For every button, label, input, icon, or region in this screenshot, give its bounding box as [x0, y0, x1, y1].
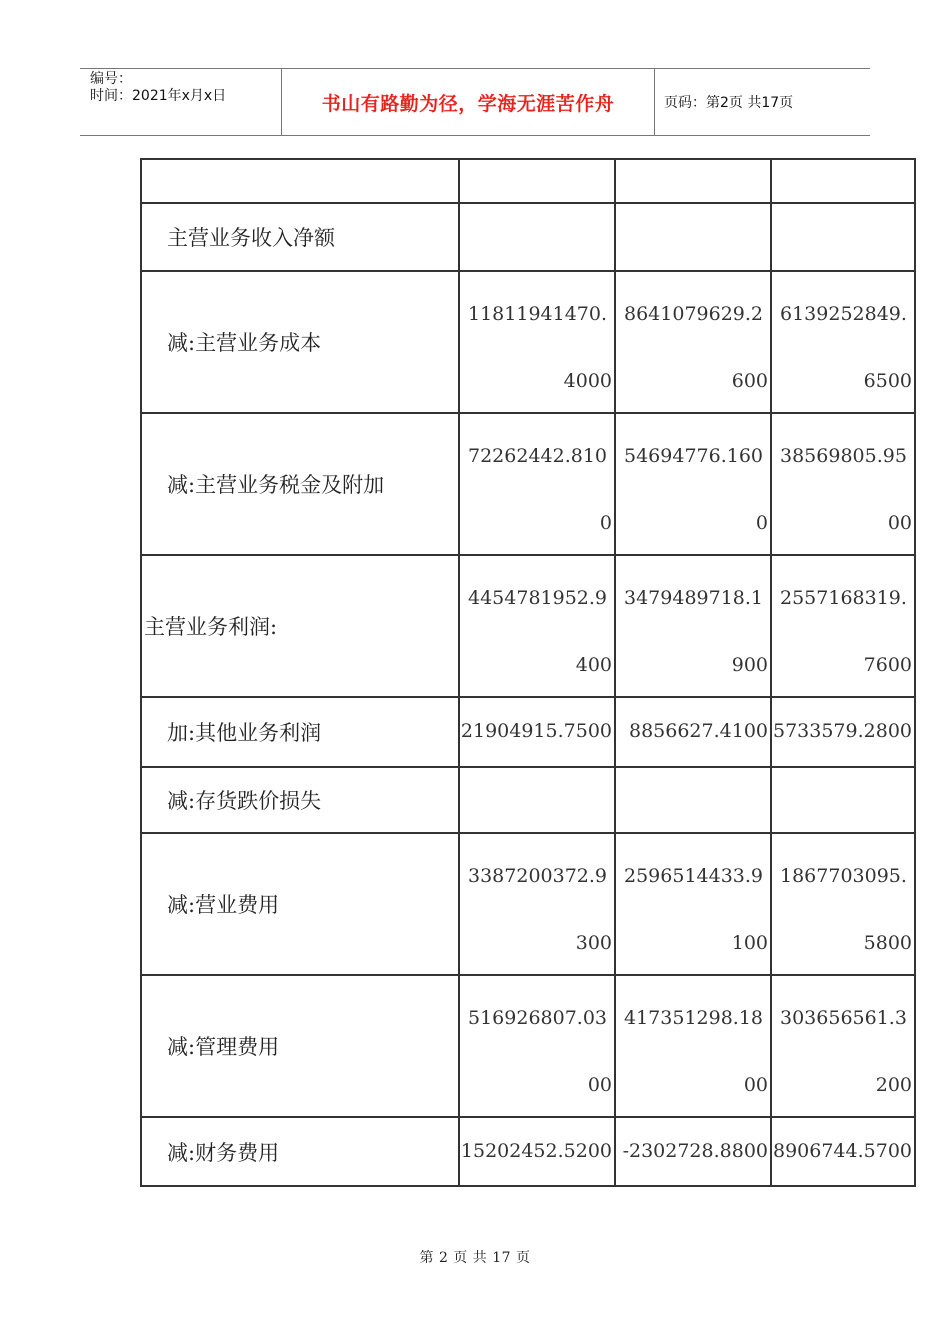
value-text-line1: 516926807.03 — [468, 1006, 608, 1029]
row-label: 减:财务费用 — [167, 1140, 280, 1165]
header-motto: 书山有路勤为径，学海无涯苦作舟 — [321, 92, 615, 115]
value-text: 8906744.5700 — [772, 1139, 912, 1162]
row-label: 加:其他业务利润 — [167, 721, 322, 745]
value-cell — [772, 1118, 914, 1185]
value-cell — [616, 204, 770, 270]
header-divider — [654, 68, 655, 136]
value-cell — [460, 976, 614, 1116]
value-text: -2302728.8800 — [622, 1139, 768, 1162]
doc-date: 时间：2021年x月x日 — [90, 88, 227, 104]
value-text-line1: 6139252849. — [780, 302, 907, 325]
value-text: 8856627.4100 — [628, 720, 768, 742]
header-page-info: 页码：第2页 共17页 — [664, 95, 794, 111]
value-text-line2: 5800 — [863, 932, 912, 954]
value-text-line2: 900 — [731, 654, 768, 676]
value-text-line2: 00 — [587, 1074, 612, 1096]
value-cell — [460, 834, 614, 974]
value-text: 21904915.7500 — [460, 720, 612, 742]
row-label: 减:存货跌价损失 — [167, 789, 322, 813]
value-cell — [772, 204, 914, 270]
value-text: 5733579.2800 — [772, 720, 912, 742]
value-text-line2: 0 — [755, 512, 768, 534]
value-cell — [616, 834, 770, 974]
value-text-line1: 1867703095. — [780, 864, 907, 887]
value-text-line2: 0 — [599, 512, 612, 534]
value-cell — [460, 768, 614, 832]
value-cell — [460, 1118, 614, 1185]
page-footer: 第 2 页 共 17 页 — [419, 1250, 531, 1266]
value-cell — [616, 272, 770, 412]
value-text-line1: 8641079629.2 — [624, 302, 764, 325]
value-cell — [772, 162, 914, 202]
row-label: 减:管理费用 — [167, 1035, 280, 1059]
value-text: 15202452.5200 — [460, 1139, 612, 1162]
header-meta — [90, 71, 226, 105]
row-label: 主营业务收入净额 — [167, 226, 335, 250]
value-cell — [772, 414, 914, 554]
income-statement-table — [140, 158, 916, 1187]
value-text-line2: 6500 — [863, 370, 912, 392]
value-text-line2: 400 — [575, 654, 612, 676]
row-label: 减:营业费用 — [167, 893, 280, 917]
value-text-line1: 417351298.18 — [624, 1006, 764, 1029]
value-text-line1: 2557168319. — [780, 586, 907, 609]
value-cell — [772, 768, 914, 832]
doc-number: 编号： — [90, 71, 132, 87]
row-label: 减:主营业务税金及附加 — [167, 473, 385, 497]
value-text-line1: 54694776.160 — [624, 444, 764, 467]
value-cell — [616, 162, 770, 202]
value-text-line1: 2596514433.9 — [624, 864, 764, 887]
value-text-line1: 38569805.95 — [780, 444, 907, 467]
value-cell — [772, 556, 914, 696]
value-cell — [460, 414, 614, 554]
value-text-line1: 303656561.3 — [780, 1006, 907, 1029]
row-label: 减:主营业务成本 — [167, 331, 322, 355]
value-text-line2: 4000 — [563, 370, 612, 392]
value-text-line2: 00 — [743, 1074, 768, 1096]
value-cell — [772, 976, 914, 1116]
value-text-line2: 600 — [731, 370, 768, 392]
value-cell — [460, 698, 614, 766]
value-text-line1: 3479489718.1 — [624, 586, 764, 609]
value-cell — [772, 272, 914, 412]
value-cell — [772, 834, 914, 974]
value-cell — [616, 768, 770, 832]
value-text-line2: 200 — [875, 1074, 912, 1096]
row-label — [144, 162, 458, 202]
page-header — [80, 68, 870, 136]
value-text-line2: 100 — [731, 932, 768, 954]
value-cell — [616, 414, 770, 554]
value-text-line1: 72262442.810 — [468, 444, 608, 467]
row-label: 主营业务利润: — [144, 615, 278, 639]
value-cell — [460, 162, 614, 202]
value-text-line2: 7600 — [863, 654, 912, 676]
value-cell — [772, 698, 914, 766]
value-cell — [460, 556, 614, 696]
value-cell — [460, 204, 614, 270]
value-cell — [616, 976, 770, 1116]
value-text-line1: 11811941470. — [468, 302, 608, 325]
value-cell — [616, 698, 770, 766]
value-cell — [616, 1118, 770, 1185]
value-cell — [616, 556, 770, 696]
value-text-line1: 3387200372.9 — [468, 864, 608, 887]
value-text-line1: 4454781952.9 — [468, 586, 608, 609]
value-cell — [460, 272, 614, 412]
value-text-line2: 00 — [887, 512, 912, 534]
value-text-line2: 300 — [575, 932, 612, 954]
